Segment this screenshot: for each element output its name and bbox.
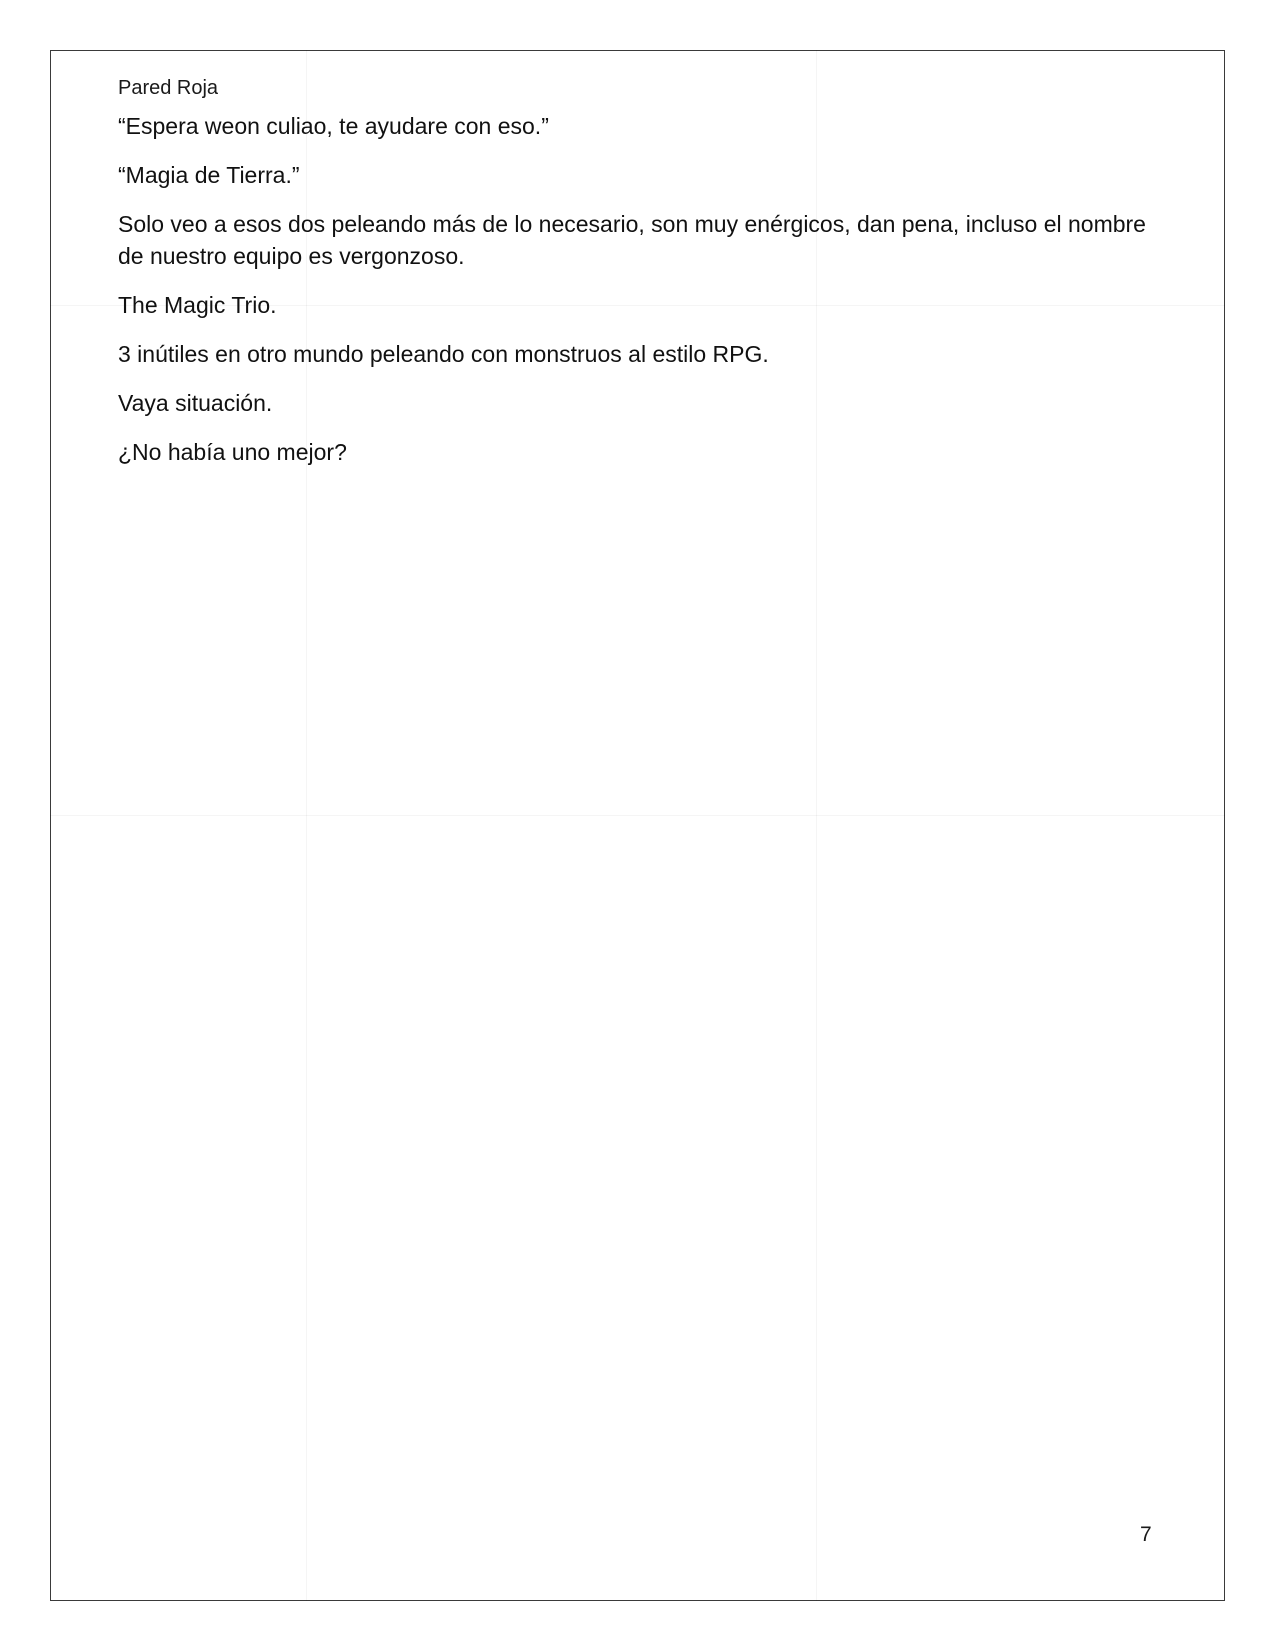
paragraph: 3 inútiles en otro mundo peleando con monstruos al estilo RPG.: [118, 341, 769, 367]
paragraph: Solo veo a esos dos peleando más de lo necesario, son muy enérgicos, dan pena, incluso el nombre de nuestro equipo es vergonzoso.: [118, 211, 1146, 269]
page-content: [118, 70, 1158, 485]
paragraph: “Magia de Tierra.”: [118, 162, 300, 188]
paragraph: Vaya situación.: [118, 390, 273, 416]
scan-seam: [50, 815, 1225, 816]
running-header: Pared Roja: [118, 77, 219, 99]
page-number: 7: [1140, 1523, 1152, 1546]
paragraph: The Magic Trio.: [118, 292, 277, 318]
paragraph: “Espera weon culiao, te ayudare con eso.”: [118, 113, 549, 139]
paragraph: ¿No había uno mejor?: [118, 439, 347, 465]
